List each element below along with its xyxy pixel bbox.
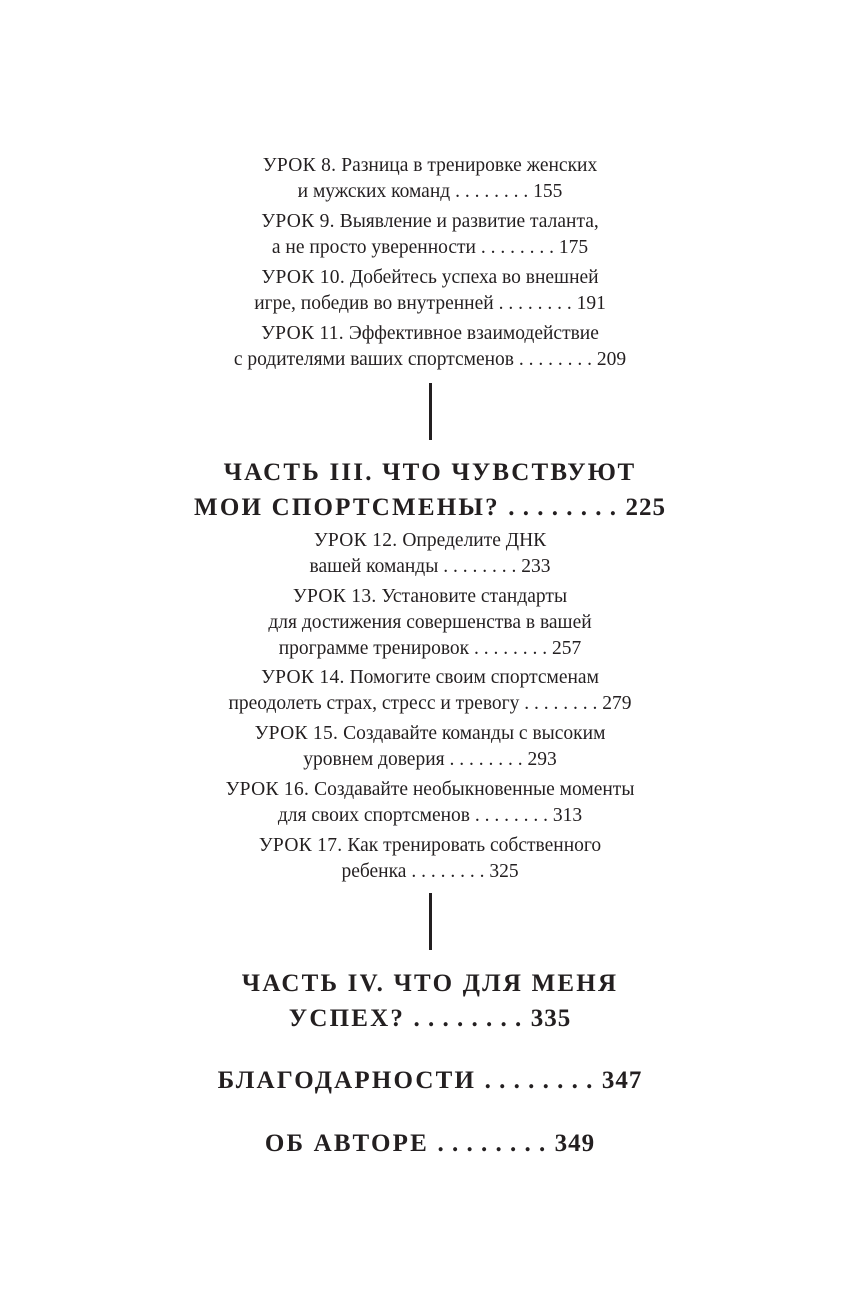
lesson-title-line1: Выявление и развитие таланта, — [339, 211, 599, 232]
section-title: ОБ АВТОРЕ — [264, 1130, 429, 1157]
lesson-title-line2: вашей команды — [309, 556, 439, 577]
lesson-label: УРОК 12. — [313, 530, 398, 551]
lesson-label: УРОК 15. — [254, 723, 339, 744]
toc-entry-lesson-12[interactable] — [0, 528, 844, 580]
toc-entry-part-4[interactable] — [0, 966, 844, 1036]
lesson-title-line2: программе тренировок — [278, 638, 470, 659]
toc-entry-lesson-15[interactable] — [0, 721, 844, 773]
leader-dots: . . . . . . . . — [480, 237, 554, 258]
lesson-title-line2: а не просто уверенности — [271, 237, 476, 258]
lesson-label: УРОК 11. — [261, 323, 344, 344]
page-number: 349 — [554, 1130, 596, 1157]
toc-entry-lesson-8[interactable] — [0, 153, 844, 205]
section-divider-rule — [429, 383, 432, 440]
toc-entry-lesson-13[interactable] — [0, 584, 844, 662]
page-number: 225 — [625, 494, 666, 521]
leader-dots: . . . . . . . . — [518, 349, 593, 370]
lesson-title-line1: Добейтесь успеха во внешней — [349, 267, 599, 288]
leader-dots: . . . . . . . . — [498, 293, 572, 314]
toc-entry-lesson-16[interactable] — [0, 777, 844, 829]
lesson-label: УРОК 16. — [225, 779, 310, 800]
lesson-title-line1: Помогите своим спортсменам — [349, 667, 599, 688]
lesson-title-line2: с родителями ваших спортсменов — [233, 349, 515, 370]
page-number: 293 — [527, 749, 557, 770]
toc-entry-lesson-9[interactable] — [0, 209, 844, 261]
lesson-title-line1: Установите стандарты — [381, 586, 568, 607]
lesson-label: УРОК 13. — [292, 586, 377, 607]
page-number: 155 — [533, 181, 563, 202]
leader-dots: . . . . . . . . — [474, 638, 548, 659]
leader-dots: . . . . . . . . — [443, 556, 517, 577]
page-number: 257 — [552, 638, 582, 659]
lesson-title-line2: игре, победив во внутренней — [254, 293, 494, 314]
lesson-title-line1: Создавайте необыкновенные моменты — [314, 779, 635, 800]
lesson-title-line1b: для достижения совершенства в вашей — [268, 612, 592, 633]
lesson-title-line1: Создавайте команды с высоким — [343, 723, 606, 744]
page-number: 347 — [601, 1067, 643, 1094]
section-divider-rule — [429, 893, 432, 950]
lesson-title-line2: ребенка — [341, 861, 407, 882]
toc-entry-about-author[interactable] — [0, 1126, 844, 1161]
part-title-line2: МОИ СПОРТСМЕНЫ? — [194, 494, 500, 521]
lesson-label: УРОК 9. — [261, 211, 335, 232]
lesson-label: УРОК 8. — [262, 155, 337, 176]
lesson-title-line2: для своих спортсменов — [277, 805, 471, 826]
page-number: 279 — [602, 693, 632, 714]
page-number: 209 — [596, 349, 627, 370]
leader-dots: . . . . . . . . — [437, 1130, 547, 1157]
lesson-title-line2: и мужских команд — [297, 181, 451, 202]
toc-entry-lesson-17[interactable] — [0, 833, 844, 885]
page-number: 191 — [576, 293, 606, 314]
section-title: БЛАГОДАРНОСТИ — [217, 1067, 477, 1094]
leader-dots: . . . . . . . . — [455, 181, 529, 202]
toc-entry-lesson-11[interactable] — [0, 321, 844, 373]
leader-dots: . . . . . . . . — [474, 805, 549, 826]
lesson-title-line1: Эффективное взаимодействие — [348, 323, 599, 344]
leader-dots: . . . . . . . . — [524, 693, 598, 714]
lesson-title-line1: Определите ДНК — [402, 530, 547, 551]
lesson-title-line1: Как тренировать собственного — [347, 835, 602, 856]
part-title-line2: УСПЕХ? — [288, 1005, 406, 1032]
part-title-line1: ЧАСТЬ IV. ЧТО ДЛЯ МЕНЯ — [241, 970, 619, 997]
toc-entry-acknowledgements[interactable] — [0, 1063, 844, 1098]
lesson-title-line2: уровнем доверия — [303, 749, 445, 770]
toc-entry-lesson-10[interactable] — [0, 265, 844, 317]
leader-dots: . . . . . . . . — [449, 749, 523, 770]
page-number: 335 — [530, 1005, 572, 1032]
page-number: 233 — [521, 556, 551, 577]
lesson-title-line1: Разница в тренировке женских — [341, 155, 598, 176]
part-title-line1: ЧАСТЬ III. ЧТО ЧУВСТВУЮТ — [223, 459, 637, 486]
lesson-label: УРОК 10. — [261, 267, 346, 288]
page-number: 175 — [558, 237, 589, 258]
lesson-label: УРОК 14. — [261, 667, 345, 688]
toc-entry-lesson-14[interactable] — [0, 665, 844, 717]
lesson-label: УРОК 17. — [258, 835, 343, 856]
lesson-title-line2: преодолеть страх, стресс и тревогу — [228, 693, 520, 714]
leader-dots: . . . . . . . . — [484, 1067, 594, 1094]
toc-entry-part-3[interactable] — [0, 455, 844, 525]
leader-dots: . . . . . . . . — [508, 494, 617, 521]
leader-dots: . . . . . . . . — [413, 1005, 523, 1032]
page-number: 313 — [552, 805, 583, 826]
leader-dots: . . . . . . . . — [411, 861, 485, 882]
page-number: 325 — [489, 861, 519, 882]
